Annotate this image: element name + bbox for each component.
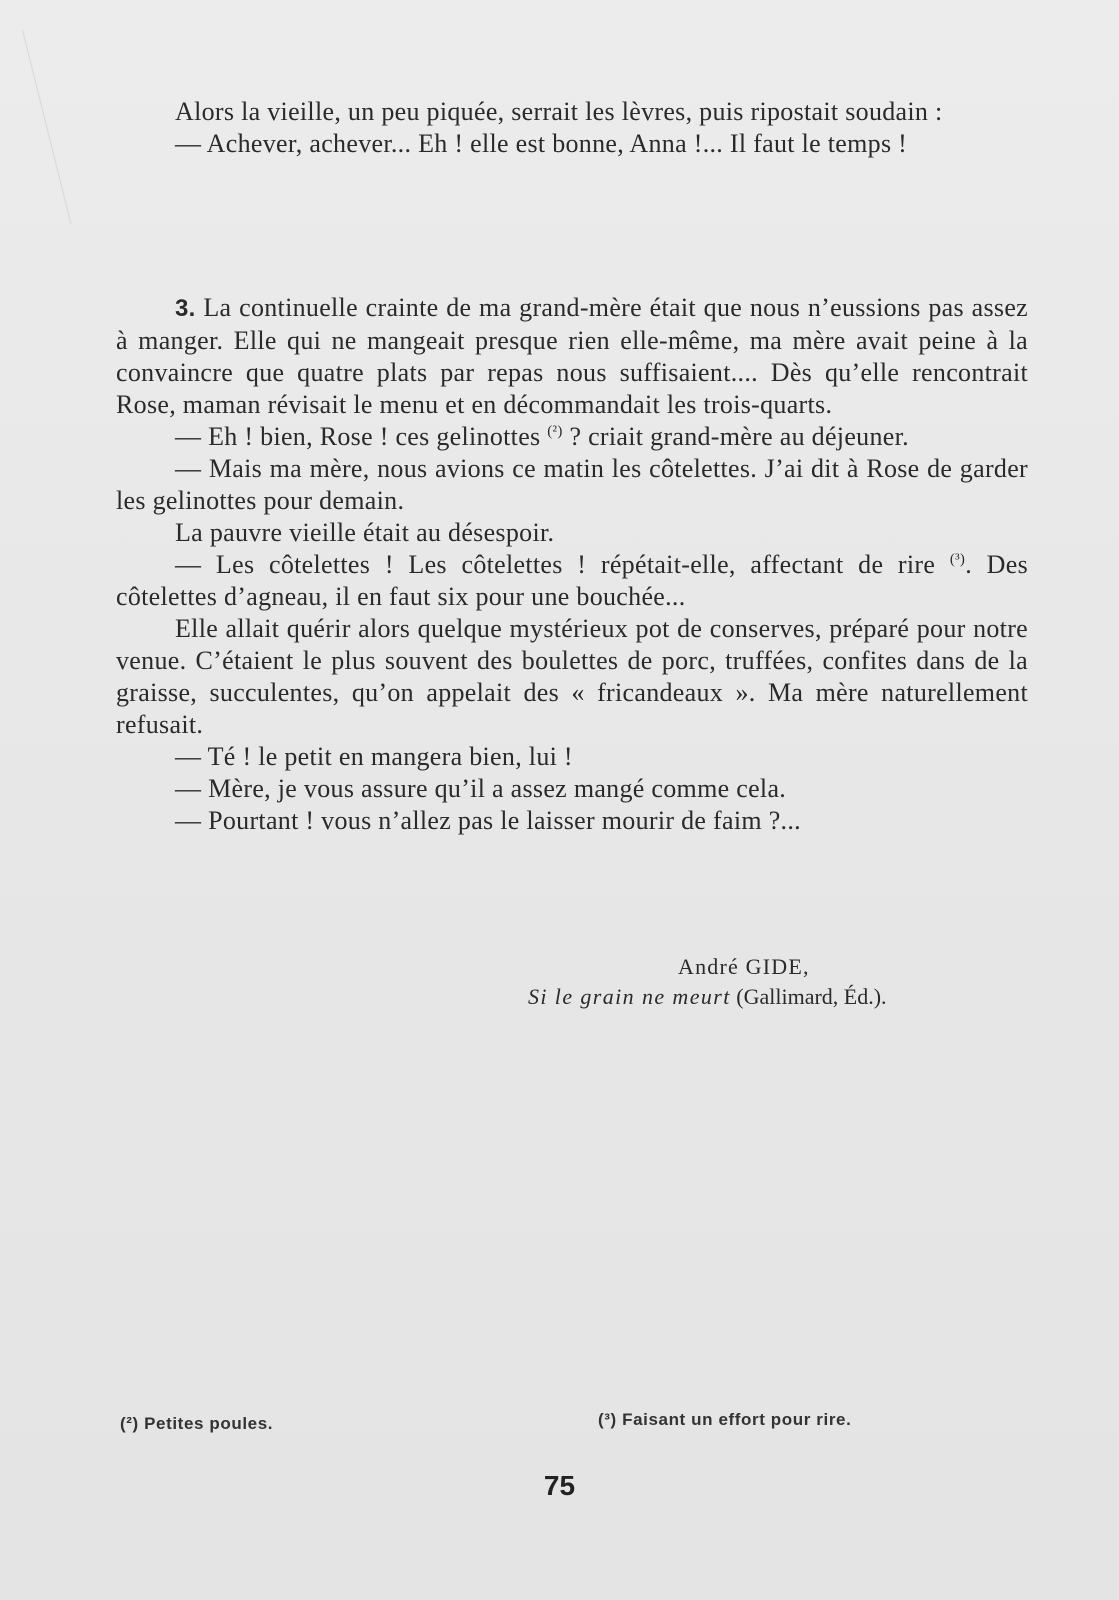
paragraph [116,292,1028,421]
footnote-3: (³) Faisant un effort pour rire. [598,1410,852,1429]
paragraph: — Achever, achever... Eh ! elle est bonne, Anna !... Il faut le temps ! [175,129,908,158]
paragraph-text: . Des côtelettes d’agneau, il en faut six pour une bouchée... [116,550,1029,611]
paragraph: — Té ! le petit en mangera bien, lui ! [175,742,573,771]
passage-top [116,96,1028,160]
signature [528,952,998,1012]
paragraph: La pauvre vieille était au désespoir. [175,518,555,547]
paragraph-text: — Les côtelettes ! Les côtelettes ! répétait-elle, affectant de rire [175,550,950,579]
source-line [528,982,998,1012]
paragraph: — Pourtant ! vous n’allez pas le laisser mourir de faim ?... [175,806,801,835]
paragraph: Alors la vieille, un peu piquée, serrait les lèvres, puis ripostait soudain : [175,97,943,126]
paragraph: — Mais ma mère, nous avions ce matin les côtelettes. J’ai dit à Rose de garder les gelinottes pour demain. [116,454,1028,515]
book-title: Si le grain ne meurt [528,984,731,1009]
page-fold-mark [22,15,130,224]
paragraph: — Mère, je vous assure qu’il a assez mangé comme cela. [175,774,787,803]
paragraph-text: ? criait grand-mère au déjeuner. [562,422,909,451]
section-3 [116,292,1028,837]
paragraph [116,549,1028,613]
section-number: 3. [175,295,196,322]
author-name: André GIDE, [678,954,810,979]
footnote-ref: (³) [949,551,966,568]
page-number: 75 [543,1470,576,1501]
footnote-ref: (²) [547,423,563,440]
publisher: (Gallimard, Éd.). [730,984,887,1009]
paragraph-text: La continuelle crainte de ma grand-mère était que nous n’eussions pas assez à manger. Elle qui ne mangeait presque rien elle-même, ma mère avait peine à la convaincre que quatre plats par repas nous suffisaient.... Dès qu’elle rencontrait Rose, maman révisait le menu et en décommandait les trois-quarts. [116,293,1028,419]
paragraph: Elle allait quérir alors quelque mystérieux pot de conserves, préparé pour notre venue. C’étaient le plus souvent des boulettes de porc, truffées, confites dans de la graisse, succulentes, qu’on appelait des « fricandeaux ». Ma mère naturellement refusait. [116,614,1028,739]
paragraph-text: — Eh ! bien, Rose ! ces gelinottes [175,422,548,451]
footnote-2: (²) Petites poules. [120,1414,274,1433]
paragraph [116,421,1028,453]
